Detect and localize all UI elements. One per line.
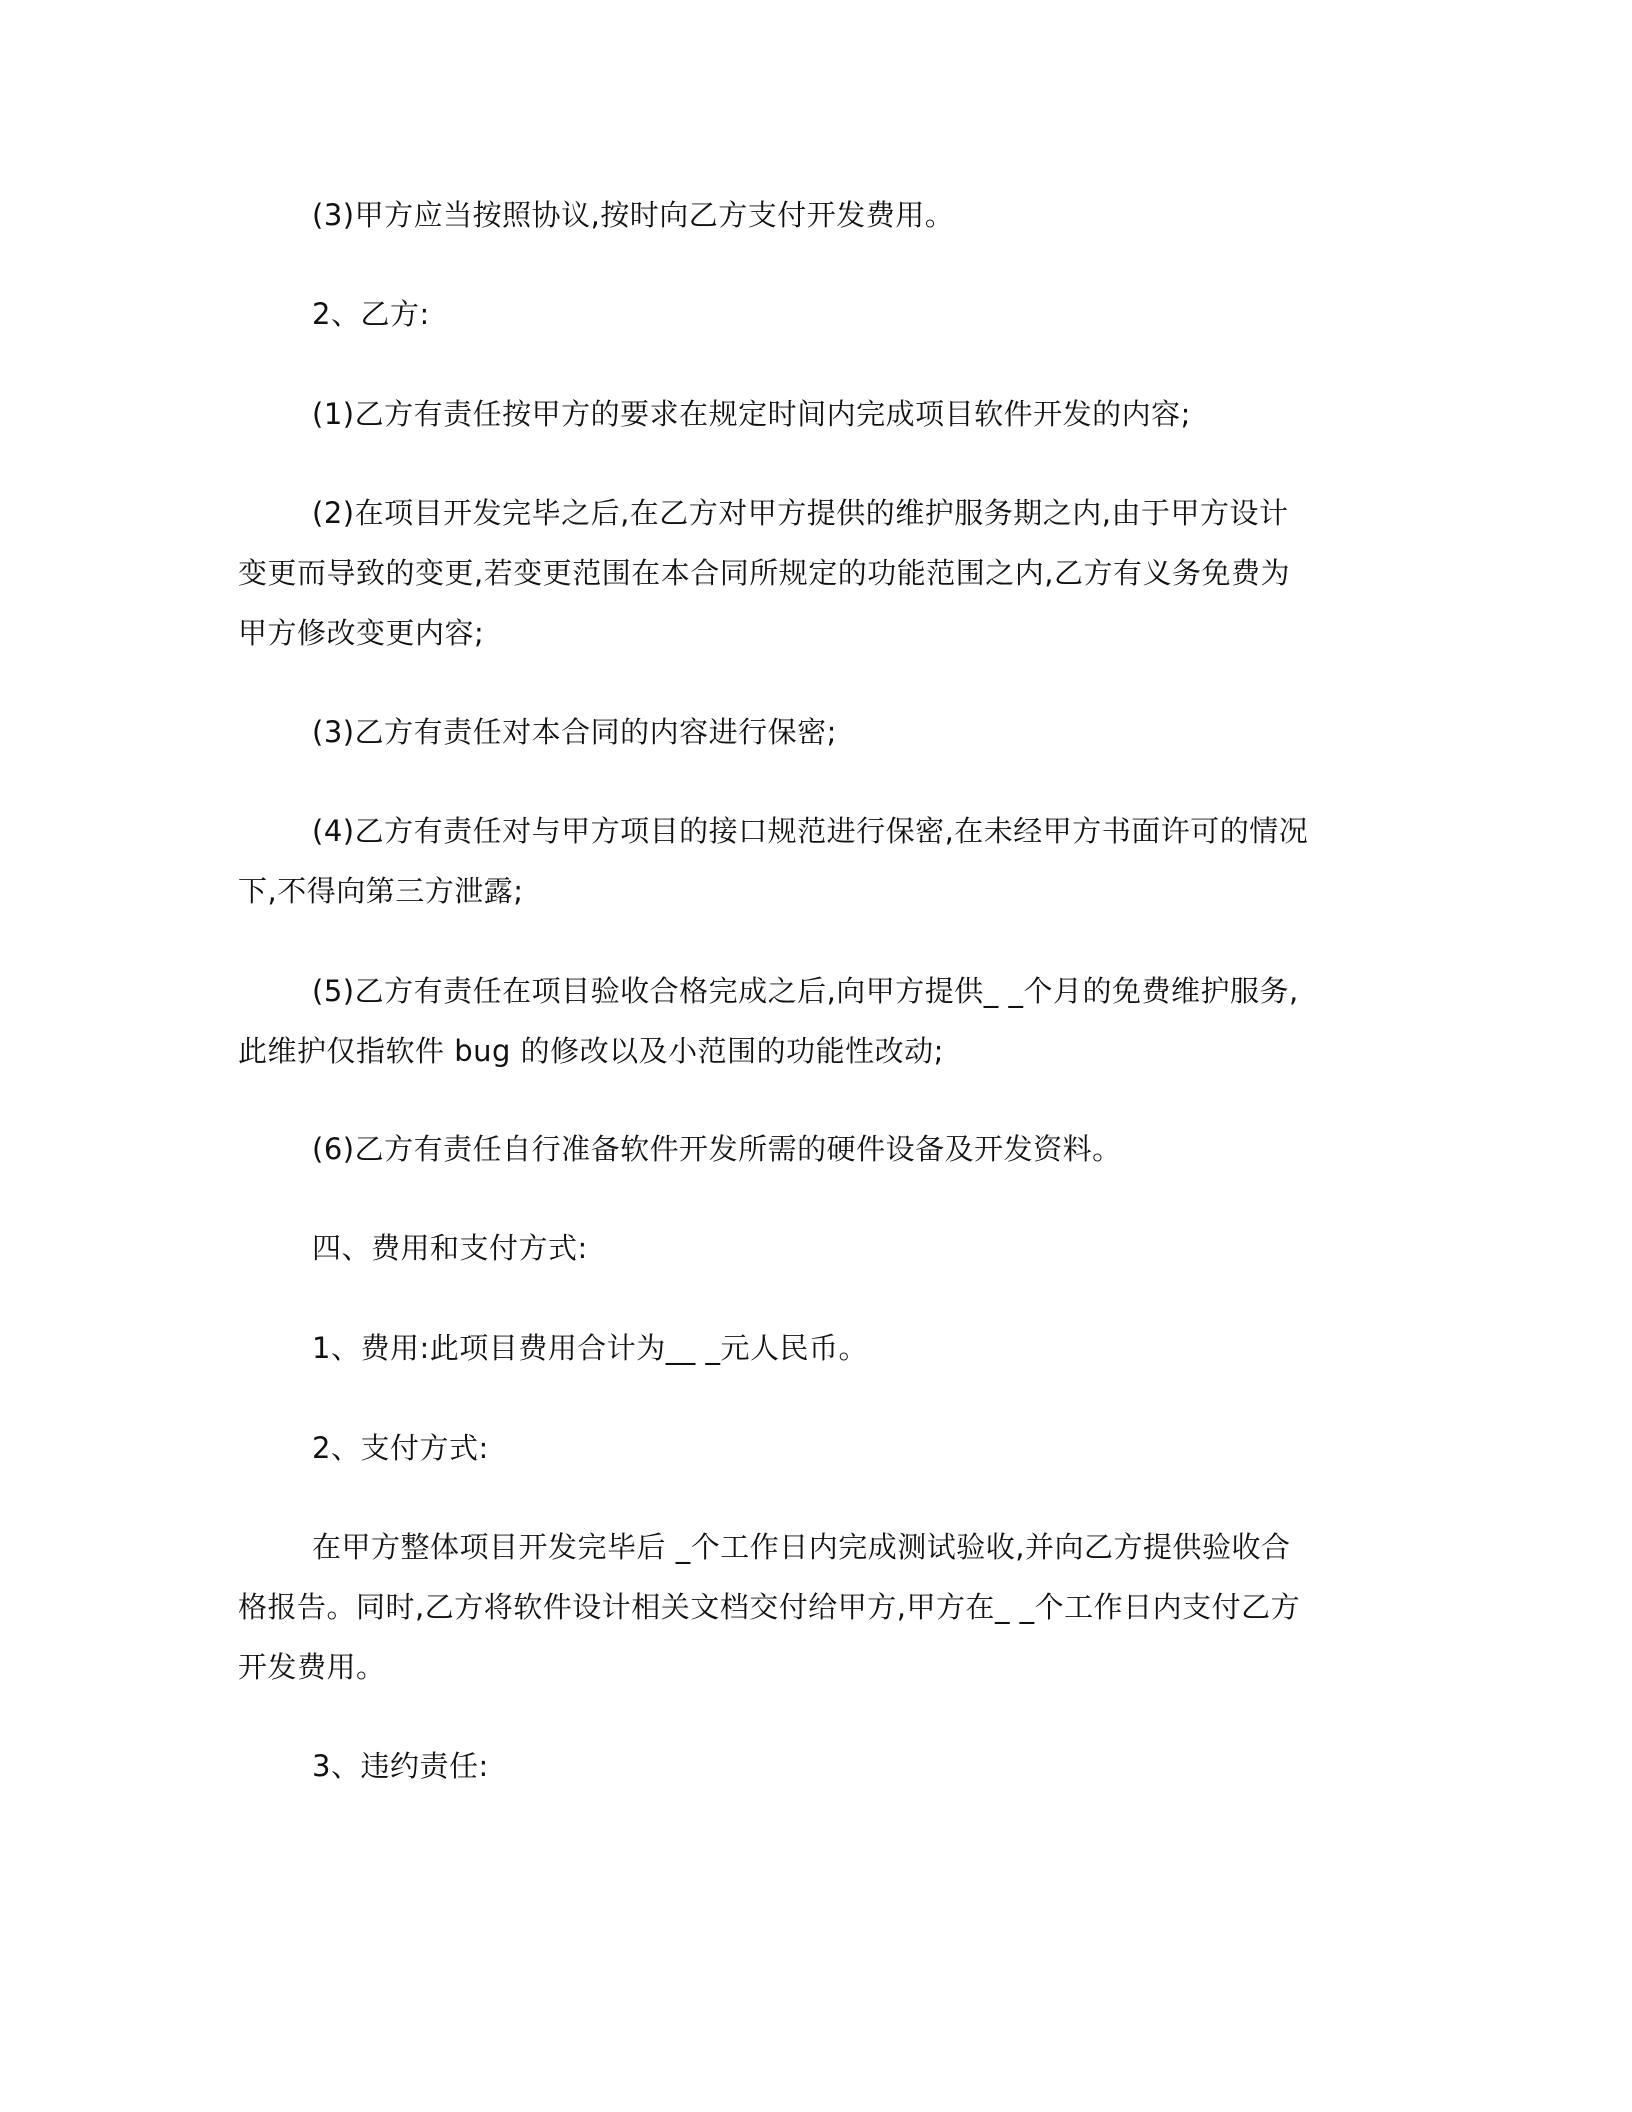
paragraph-payment-method (238, 1517, 1378, 1697)
paragraph-party-a-payment (238, 185, 1378, 245)
paragraph-line: 2、支付方式: (312, 1431, 489, 1465)
paragraph-line: 开发费用。 (238, 1650, 386, 1684)
paragraph-line: (3)乙方有责任对本合同的内容进行保密; (312, 715, 837, 749)
paragraph-party-b-duty-6 (238, 1119, 1378, 1179)
paragraph-line: 3、违约责任: (312, 1749, 489, 1783)
paragraph-party-b-duty-2 (238, 483, 1378, 663)
paragraph-line: 甲方修改变更内容; (238, 616, 485, 650)
paragraph-line: (1)乙方有责任按甲方的要求在规定时间内完成项目软件开发的内容; (312, 397, 1191, 431)
heading-payment-method (238, 1418, 1378, 1478)
paragraph-line: (4)乙方有责任对与甲方项目的接口规范进行保密,在未经甲方书面许可的情况 (312, 814, 1309, 848)
paragraph-party-b-duty-5 (238, 961, 1378, 1081)
paragraph-line: 格报告。同时,乙方将软件设计相关文档交付给甲方,甲方在_ _个工作日内支付乙方 (238, 1590, 1301, 1624)
paragraph-party-b-duty-1 (238, 384, 1378, 444)
paragraph-line: 变更而导致的变更,若变更范围在本合同所规定的功能范围之内,乙方有义务免费为 (238, 556, 1290, 590)
heading-breach-liability (238, 1736, 1378, 1796)
paragraph-line: 1、费用:此项目费用合计为__ _元人民币。 (312, 1331, 868, 1365)
paragraph-line: (5)乙方有责任在项目验收合格完成之后,向甲方提供_ _个月的免费维护服务, (312, 974, 1299, 1008)
paragraph-party-b-duty-3 (238, 702, 1378, 762)
heading-party-b (238, 284, 1378, 344)
paragraph-party-b-duty-4 (238, 801, 1378, 921)
paragraph-line: 四、费用和支付方式: (312, 1231, 588, 1265)
paragraph-line: 2、乙方: (312, 297, 430, 331)
paragraph-line: 下,不得向第三方泄露; (238, 874, 524, 908)
heading-fees-and-payment (238, 1218, 1378, 1278)
paragraph-fees (238, 1318, 1378, 1378)
paragraph-line: (6)乙方有责任自行准备软件开发所需的硬件设备及开发资料。 (312, 1132, 1122, 1166)
paragraph-line: 此维护仅指软件 bug 的修改以及小范围的功能性改动; (238, 1034, 944, 1068)
paragraph-line: (2)在项目开发完毕之后,在乙方对甲方提供的维护服务期之内,由于甲方设计 (312, 496, 1289, 530)
paragraph-line: (3)甲方应当按照协议,按时向乙方支付开发费用。 (312, 198, 955, 232)
paragraph-line: 在甲方整体项目开发完毕后 _个工作日内完成测试验收,并向乙方提供验收合 (312, 1530, 1291, 1564)
